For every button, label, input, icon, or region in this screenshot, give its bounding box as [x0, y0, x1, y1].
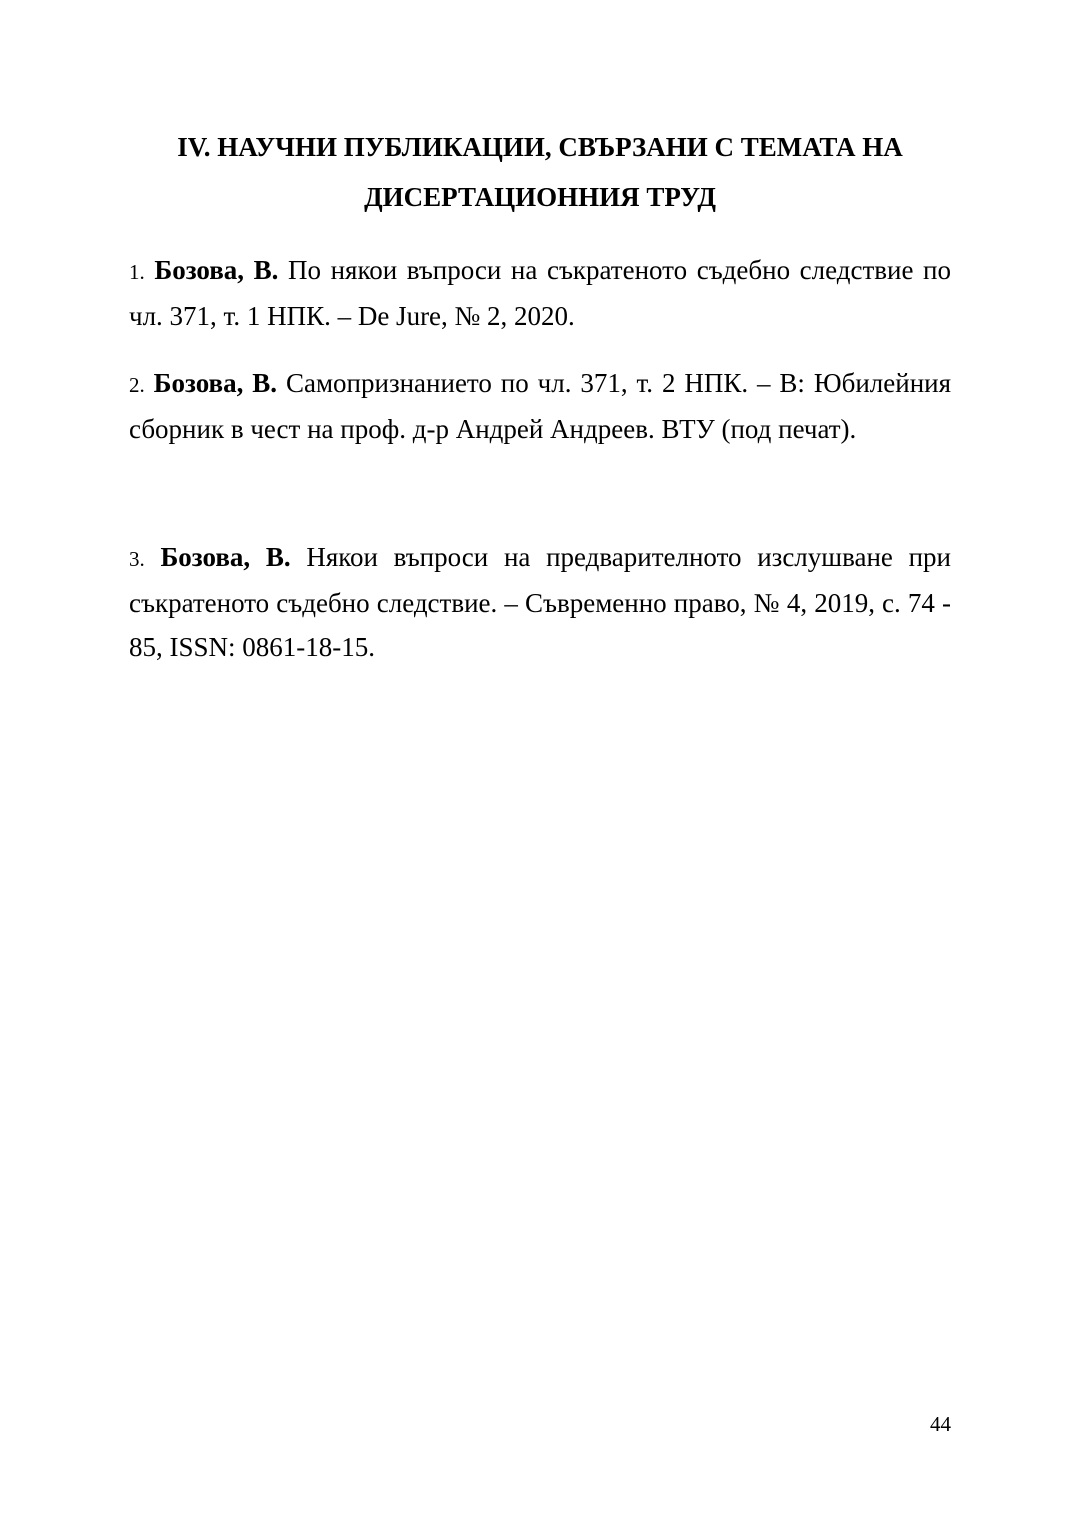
publication-text: Някои въпроси на предварителното изслушване при съкратеното съдебно следствие. – Съвременно право, № 4, 2019, с. 74 - 85, ISSN: 0861-18-15. — [129, 542, 951, 662]
publication-number: 3. — [129, 547, 145, 571]
section-heading — [120, 122, 960, 222]
publication-text: По някои въпроси на съкратеното съдебно следствие по чл. 371, т. 1 НПК. – De Jure, № 2, 2020. — [129, 255, 951, 331]
publication-author: Бозова, В. — [153, 368, 278, 398]
publication-text: Самопризнанието по чл. 371, т. 2 НПК. – В: Юбилейния сборник в чест на проф. д-р Андрей Андреев. ВТУ (под печат). — [129, 368, 952, 444]
page-number: 44 — [930, 1412, 951, 1436]
section-heading-line-1: IV. НАУЧНИ ПУБЛИКАЦИИ, СВЪРЗАНИ С ТЕМАТА НА — [177, 132, 903, 162]
publication-item-2 — [129, 361, 951, 451]
publication-author: Бозова, В. — [160, 542, 291, 572]
section-heading-line-2: ДИСЕРТАЦИОННИЯ ТРУД — [364, 182, 716, 212]
publication-item-3 — [129, 535, 951, 669]
publication-author: Бозова, В. — [154, 255, 279, 285]
publication-item-1 — [129, 248, 951, 338]
publication-number: 1. — [129, 260, 145, 284]
publication-number: 2. — [129, 373, 145, 397]
